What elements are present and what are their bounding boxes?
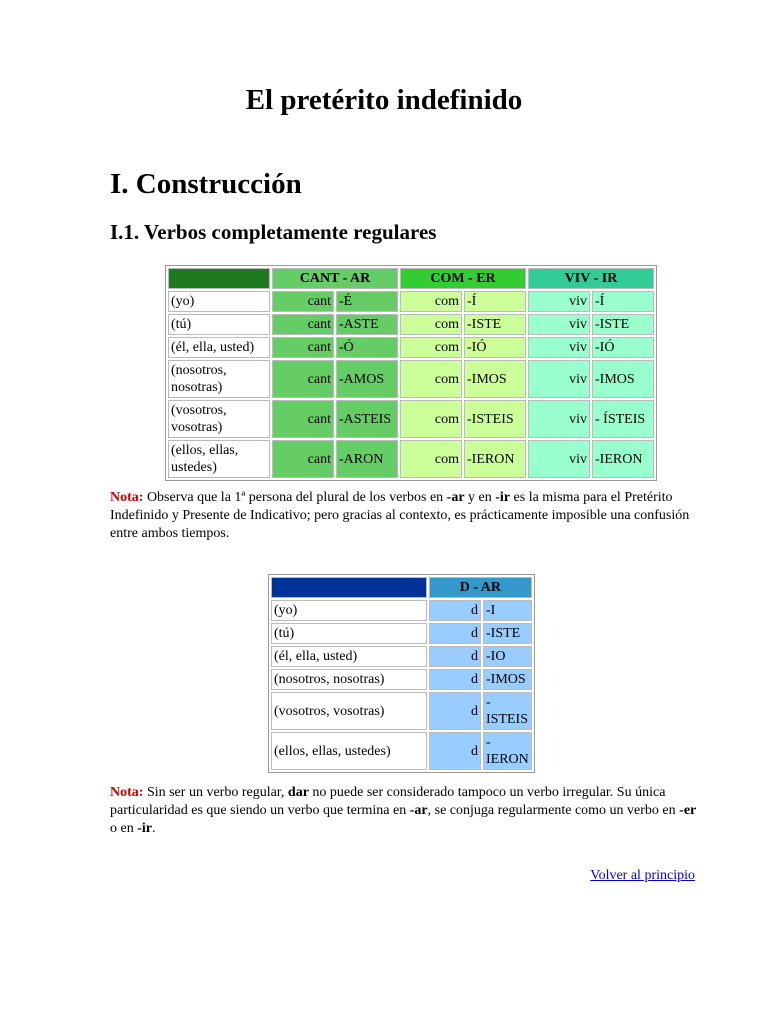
table-header-row bbox=[271, 577, 532, 598]
ending-ir-cell: -IERON bbox=[592, 440, 654, 478]
stem-viv-cell: viv bbox=[528, 314, 590, 335]
note-text: no puede ser considerado tampoco un verbo irregular. Su única particularidad es que siendo un verbo que termina en bbox=[110, 785, 666, 818]
table-row bbox=[271, 732, 532, 770]
section-heading: I. Construcción bbox=[110, 168, 302, 200]
person-cell: (él, ella, usted) bbox=[168, 337, 270, 358]
ending-cell: -ISTEIS bbox=[483, 692, 532, 730]
person-cell: (él, ella, usted) bbox=[271, 646, 427, 667]
ending-cell: -ISTE bbox=[483, 623, 532, 644]
header-viv-ir: VIV - IR bbox=[528, 268, 654, 289]
header-blank-cell bbox=[271, 577, 427, 598]
stem-viv-cell: viv bbox=[528, 291, 590, 312]
ending-er-cell: -IERON bbox=[464, 440, 526, 478]
note-text: Observa que la 1ª persona del plural de los verbos en bbox=[143, 490, 447, 505]
stem-d-cell: d bbox=[429, 600, 481, 621]
ending-ir-cell: -IMOS bbox=[592, 360, 654, 398]
ending-ir-cell: - ÍSTEIS bbox=[592, 400, 654, 438]
header-d-ar: D - AR bbox=[429, 577, 532, 598]
subsection-heading: I.1. Verbos completamente regulares bbox=[110, 220, 437, 244]
ending-ar-cell: -AMOS bbox=[336, 360, 398, 398]
stem-viv-cell: viv bbox=[528, 360, 590, 398]
ending-er-cell: -IMOS bbox=[464, 360, 526, 398]
ending-ar-cell: -ARON bbox=[336, 440, 398, 478]
stem-viv-cell: viv bbox=[528, 400, 590, 438]
person-cell: (tú) bbox=[271, 623, 427, 644]
person-cell: (yo) bbox=[168, 291, 270, 312]
person-cell: (vosotros, vosotras) bbox=[168, 400, 270, 438]
stem-cant-cell: cant bbox=[272, 360, 334, 398]
table-row bbox=[168, 314, 654, 335]
ending-ir-cell: -Í bbox=[592, 291, 654, 312]
note-paragraph bbox=[110, 784, 700, 838]
note-text: Sin ser un verbo regular, bbox=[143, 785, 288, 800]
stem-d-cell: d bbox=[429, 669, 481, 690]
stem-com-cell: com bbox=[400, 291, 462, 312]
stem-viv-cell: viv bbox=[528, 440, 590, 478]
table-row bbox=[271, 646, 532, 667]
note-text: . bbox=[151, 821, 156, 836]
stem-d-cell: d bbox=[429, 732, 481, 770]
stem-com-cell: com bbox=[400, 360, 462, 398]
ending-ir-cell: -ISTE bbox=[592, 314, 654, 335]
person-cell: (yo) bbox=[271, 600, 427, 621]
stem-d-cell: d bbox=[429, 646, 481, 667]
page-title: El pretérito indefinido bbox=[245, 84, 523, 116]
person-cell: (tú) bbox=[168, 314, 270, 335]
ending-ir-cell: -IÓ bbox=[592, 337, 654, 358]
person-cell: (ellos, ellas, ustedes) bbox=[271, 732, 427, 770]
note-text: , se conjuga regularmente como un verbo en bbox=[427, 803, 680, 818]
table-row bbox=[168, 400, 654, 438]
note-bold: dar bbox=[287, 785, 309, 800]
table-row bbox=[271, 600, 532, 621]
table-row bbox=[271, 692, 532, 730]
ending-er-cell: -IÓ bbox=[464, 337, 526, 358]
note-bold: -ar bbox=[446, 490, 465, 505]
stem-com-cell: com bbox=[400, 337, 462, 358]
person-cell: (vosotros, vosotras) bbox=[271, 692, 427, 730]
table-row bbox=[271, 623, 532, 644]
stem-viv-cell: viv bbox=[528, 337, 590, 358]
table-row bbox=[168, 360, 654, 398]
note-label: Nota: bbox=[110, 785, 144, 800]
regular-verbs-table bbox=[165, 265, 657, 481]
stem-d-cell: d bbox=[429, 692, 481, 730]
ending-er-cell: -Í bbox=[464, 291, 526, 312]
note-bold: -ir bbox=[495, 490, 511, 505]
ending-er-cell: -ISTE bbox=[464, 314, 526, 335]
stem-d-cell: d bbox=[429, 623, 481, 644]
ending-ar-cell: -ASTE bbox=[336, 314, 398, 335]
table-row bbox=[168, 440, 654, 478]
note-text: es la misma para el Pretérito Indefinido y Presente de Indicativo; pero gracias al contexto, es prácticamente imposible una confusión entre ambos tiempos. bbox=[110, 490, 690, 541]
back-to-top-link[interactable]: Volver al principio bbox=[590, 868, 695, 883]
ending-ar-cell: -É bbox=[336, 291, 398, 312]
ending-cell: -I bbox=[483, 600, 532, 621]
table-row bbox=[271, 669, 532, 690]
header-blank-cell bbox=[168, 268, 270, 289]
dar-verb-table bbox=[268, 574, 535, 773]
header-com-er: COM - ER bbox=[400, 268, 526, 289]
person-cell: (nosotros, nosotras) bbox=[271, 669, 427, 690]
note-bold: -ar bbox=[409, 803, 428, 818]
ending-cell: -IO bbox=[483, 646, 532, 667]
ending-ar-cell: -Ó bbox=[336, 337, 398, 358]
stem-com-cell: com bbox=[400, 440, 462, 478]
note-text: o en bbox=[110, 821, 138, 836]
note-label: Nota: bbox=[110, 490, 144, 505]
stem-cant-cell: cant bbox=[272, 440, 334, 478]
stem-cant-cell: cant bbox=[272, 400, 334, 438]
header-cant-ar: CANT - AR bbox=[272, 268, 398, 289]
stem-cant-cell: cant bbox=[272, 291, 334, 312]
stem-com-cell: com bbox=[400, 314, 462, 335]
ending-cell: -IMOS bbox=[483, 669, 532, 690]
ending-ar-cell: -ASTEIS bbox=[336, 400, 398, 438]
table-header-row bbox=[168, 268, 654, 289]
stem-com-cell: com bbox=[400, 400, 462, 438]
note-bold: -er bbox=[679, 803, 697, 818]
stem-cant-cell: cant bbox=[272, 337, 334, 358]
ending-cell: -IERON bbox=[483, 732, 532, 770]
table-row bbox=[168, 291, 654, 312]
note-bold: -ir bbox=[137, 821, 152, 836]
person-cell: (ellos, ellas, ustedes) bbox=[168, 440, 270, 478]
note-paragraph bbox=[110, 489, 700, 543]
note-text: y en bbox=[464, 490, 496, 505]
person-cell: (nosotros, nosotras) bbox=[168, 360, 270, 398]
table-row bbox=[168, 337, 654, 358]
stem-cant-cell: cant bbox=[272, 314, 334, 335]
ending-er-cell: -ISTEIS bbox=[464, 400, 526, 438]
